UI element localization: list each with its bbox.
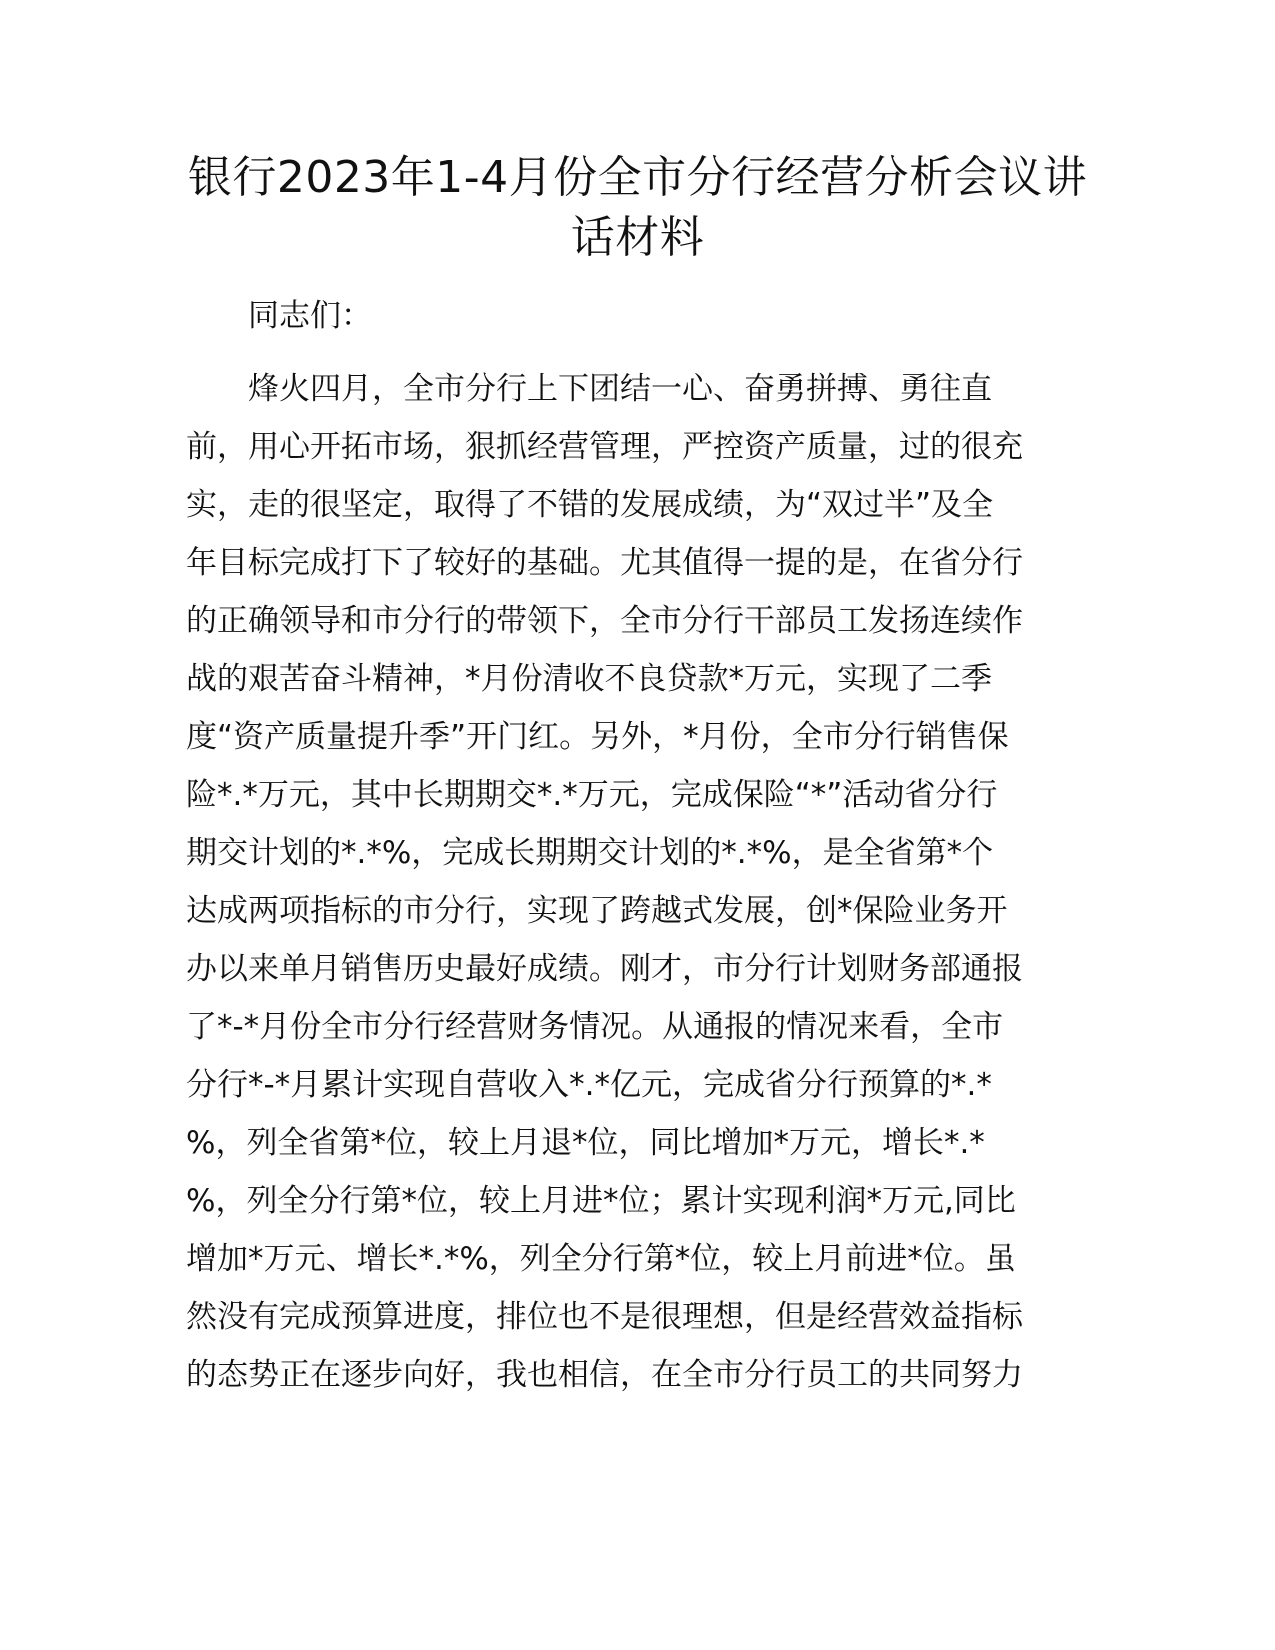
document-body <box>186 287 1086 1404</box>
paragraph-line: 烽火四月，全市分行上下团结一心、奋勇拼搏、勇往直 <box>248 371 992 407</box>
paragraph-line: 的正确领导和市分行的带领下，全市分行干部员工发扬连续作 <box>186 603 1023 639</box>
paragraph-line: 期交计划的*.*%，完成长期期交计划的*.*%，是全省第*个 <box>186 835 994 871</box>
paragraph-line: 然没有完成预算进度，排位也不是很理想，但是经营效益指标 <box>186 1299 1023 1335</box>
greeting: 同志们： <box>248 298 372 334</box>
paragraph-line: %，列全分行第*位，较上月进*位；累计实现利润*万元,同比 <box>186 1183 1016 1219</box>
paragraph-line: 分行*-*月累计实现自营收入*.*亿元，完成省分行预算的*.* <box>186 1067 992 1103</box>
paragraph-line: 了*-*月份全市分行经营财务情况。从通报的情况来看，全市 <box>186 1009 1004 1045</box>
paragraph-line: 度“资产质量提升季”开门红。另外，*月份，全市分行销售保 <box>186 719 1009 755</box>
paragraph-line: 增加*万元、增长*.*%，列全分行第*位，较上月前进*位。虽 <box>186 1241 1016 1277</box>
paragraph-line: 年目标完成打下了较好的基础。尤其值得一提的是，在省分行 <box>186 545 1023 581</box>
title-line-2: 话材料 <box>570 212 705 263</box>
title-line-1: 银行2023年1-4月份全市分行经营分析会议讲 <box>187 152 1088 203</box>
paragraph-line: 的态势正在逐步向好，我也相信，在全市分行员工的共同努力 <box>186 1357 1023 1393</box>
paragraph-line: 办以来单月销售历史最好成绩。刚才，市分行计划财务部通报 <box>186 951 1023 987</box>
paragraph-line: 达成两项指标的市分行，实现了跨越式发展，创*保险业务开 <box>186 893 1008 929</box>
body-paragraph <box>186 360 1086 1404</box>
paragraph-line: 实，走的很坚定，取得了不错的发展成绩，为“双过半”及全 <box>186 487 994 523</box>
paragraph-line: 险*.*万元，其中长期期交*.*万元，完成保险“*”活动省分行 <box>186 777 998 813</box>
document-title <box>180 148 1095 268</box>
paragraph-line: %，列全省第*位，较上月退*位，同比增加*万元，增长*.* <box>186 1125 985 1161</box>
paragraph-line: 前，用心开拓市场，狠抓经营管理，严控资产质量，过的很充 <box>186 429 1023 465</box>
paragraph-line: 战的艰苦奋斗精神，*月份清收不良贷款*万元，实现了二季 <box>186 661 992 697</box>
